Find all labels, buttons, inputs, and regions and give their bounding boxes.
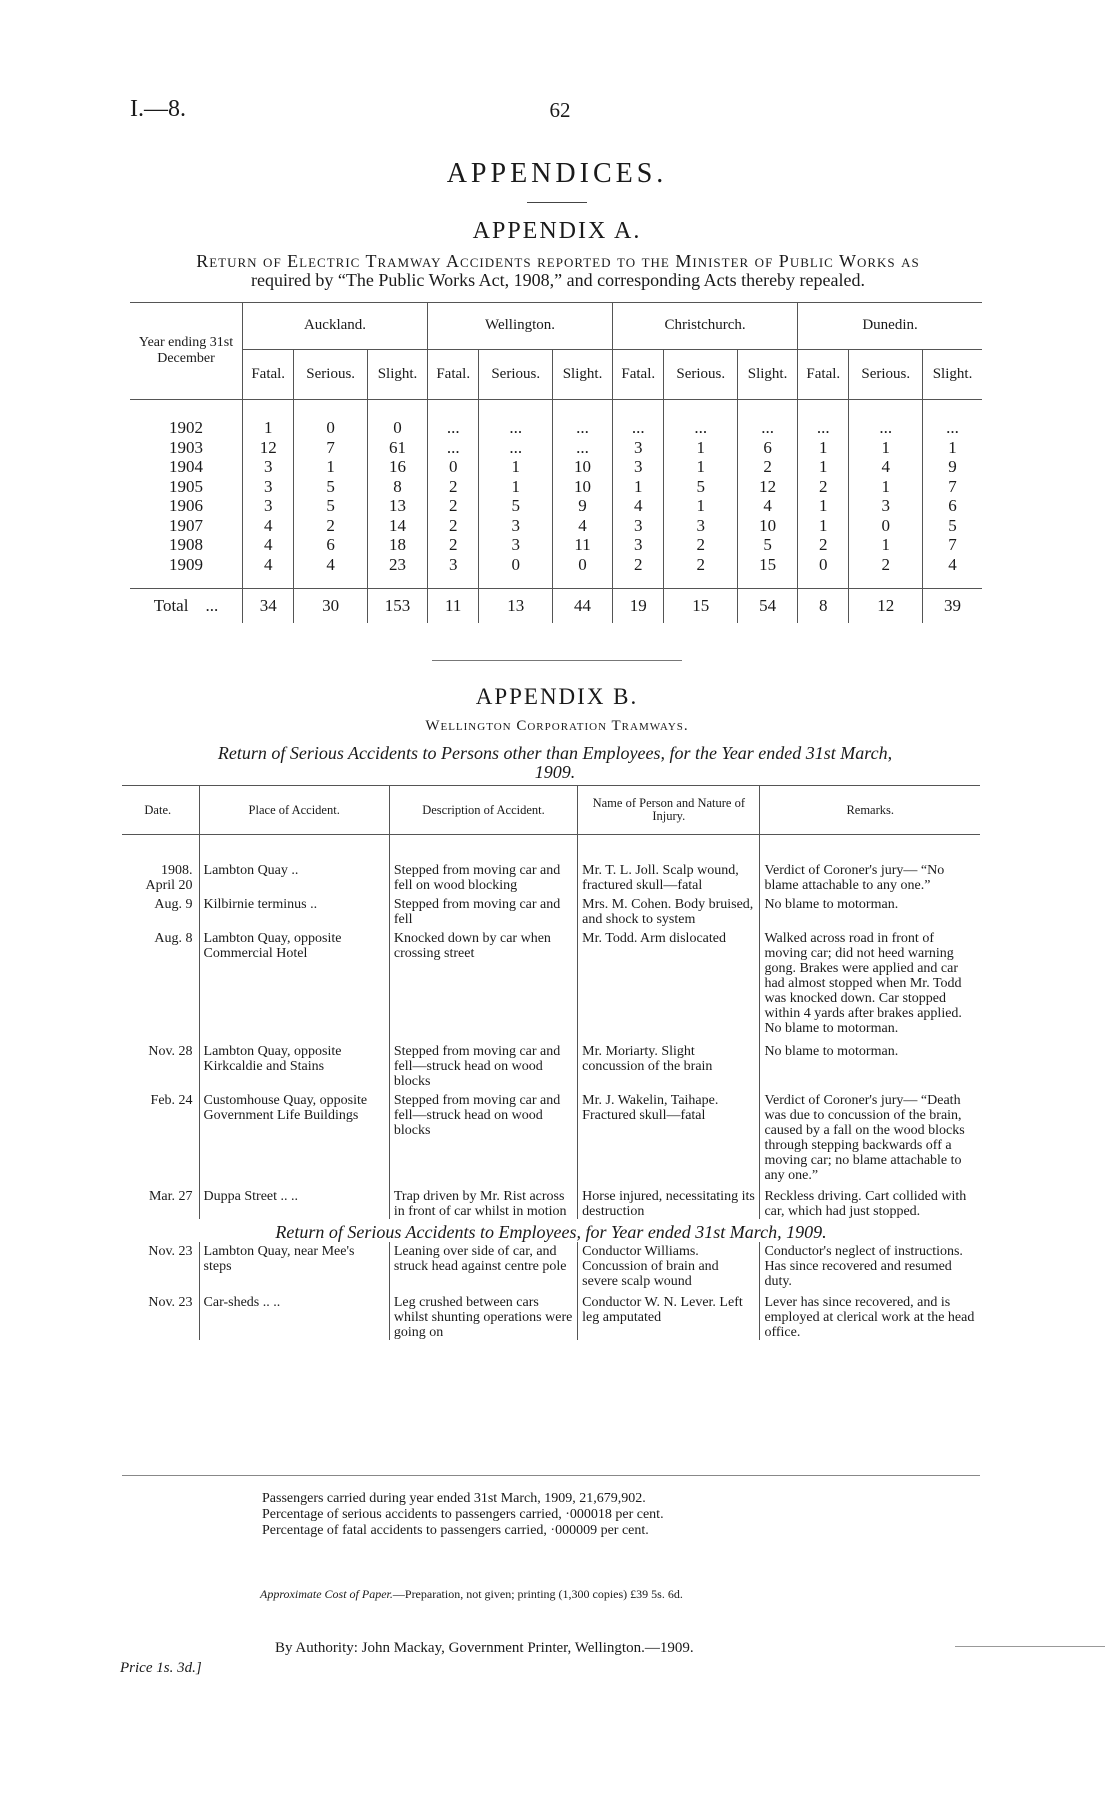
value-cell: 14	[367, 516, 427, 536]
value-cell: ...	[738, 418, 798, 438]
value-cell: 4	[738, 496, 798, 516]
value-cell: 1	[664, 457, 738, 477]
value-cell: 1	[479, 457, 553, 477]
subheader-slight: Slight.	[738, 349, 798, 399]
value-cell: 4	[243, 535, 294, 555]
value-cell: 3	[479, 516, 553, 536]
title-divider	[527, 202, 587, 203]
cell-remarks: Verdict of Coroner's jury— “No blame attachable to any one.”	[760, 835, 980, 894]
year-cell: 1902	[169, 418, 203, 438]
appendix-a-title: APPENDIX A.	[472, 218, 642, 244]
note-serious-percentage: Percentage of serious accidents to passengers carried, ·000018 per cent.	[262, 1507, 664, 1522]
cell-remarks: No blame to motorman.	[760, 893, 980, 927]
value-cell: 1	[849, 477, 923, 497]
total-cell: 39	[923, 589, 982, 624]
value-cell: 3	[613, 438, 664, 458]
employees-return-title: Return of Serious Accidents to Employees, for Year ended 31st March, 1909.	[275, 1222, 827, 1242]
value-cell: 1	[798, 516, 849, 536]
value-cell: 2	[428, 496, 479, 516]
value-cell: 1	[849, 438, 923, 458]
header-remarks: Remarks.	[760, 786, 980, 835]
value-cell: 1	[798, 457, 849, 477]
value-cell: 10	[738, 516, 798, 536]
total-cell: 30	[294, 589, 368, 624]
value-cell: 1	[798, 496, 849, 516]
accident-row	[122, 1242, 980, 1289]
cell-name: Conductor W. N. Lever. Left leg amputated	[578, 1289, 760, 1340]
value-cell: ...	[553, 438, 613, 458]
subheader-serious: Serious.	[849, 349, 923, 399]
city-dunedin: Dunedin.	[798, 303, 982, 350]
cell-name: Mr. J. Wakelin, Taihape. Fractured skull—fatal	[578, 1089, 760, 1183]
cell-date: 1908. April 20	[145, 863, 193, 893]
value-cell: 18	[367, 535, 427, 555]
cell-remarks: Reckless driving. Cart collided with car, which had just stopped.	[760, 1183, 980, 1219]
page-number: 62	[549, 98, 571, 122]
accident-row	[122, 1036, 980, 1089]
value-cell: 23	[367, 555, 427, 575]
cell-date: Nov. 23	[148, 1295, 193, 1310]
value-cell: 7	[923, 477, 982, 497]
value-cell: ...	[849, 418, 923, 438]
value-cell: 10	[553, 477, 613, 497]
value-cell: 8	[367, 477, 427, 497]
accident-row	[122, 1089, 980, 1183]
table-row	[130, 555, 982, 575]
value-cell: 3	[243, 457, 294, 477]
year-cell: 1906	[169, 496, 203, 516]
cell-desc: Knocked down by car when crossing street	[389, 927, 577, 1036]
value-cell: 3	[664, 516, 738, 536]
value-cell: 0	[428, 457, 479, 477]
cell-name: Mr. Moriarty. Slight concussion of the brain	[578, 1036, 760, 1089]
cell-remarks: Walked across road in front of moving car; did not heed warning gong. Brakes were applied and car had almost stopped when Mr. Todd was knocked down. Car stopped within 4 yards after brakes applied. No blame to motorman.	[760, 927, 980, 1036]
subheader-slight: Slight.	[923, 349, 982, 399]
cell-date: Nov. 28	[148, 1044, 193, 1059]
cell-desc: Stepped from moving car and fell—struck head on wood blocks	[389, 1089, 577, 1183]
subheader-serious: Serious.	[479, 349, 553, 399]
cell-remarks: No blame to motorman.	[760, 1036, 980, 1089]
subheader-serious: Serious.	[664, 349, 738, 399]
value-cell: 0	[798, 555, 849, 575]
cell-desc: Stepped from moving car and fell—struck head on wood blocks	[389, 1036, 577, 1089]
value-cell: 3	[428, 555, 479, 575]
value-cell: 2	[428, 477, 479, 497]
value-cell: 9	[923, 457, 982, 477]
value-cell: 11	[553, 535, 613, 555]
year-cell: 1905	[169, 476, 203, 496]
subheader-fatal: Fatal.	[243, 349, 294, 399]
total-cell: 19	[613, 589, 664, 624]
cell-remarks: Lever has since recovered, and is employed at clerical work at the head office.	[760, 1289, 980, 1340]
accident-row	[122, 835, 980, 894]
value-cell: 1	[613, 477, 664, 497]
header-description: Description of Accident.	[389, 786, 577, 835]
value-cell: 2	[294, 516, 368, 536]
value-cell: 12	[738, 477, 798, 497]
value-cell: 3	[479, 535, 553, 555]
value-cell: 5	[294, 477, 368, 497]
cell-remarks: Verdict of Coroner's jury— “Death was due to concussion of the brain, caused by a fall on the wood blocks through stepping backwards off a moving car; no blame attachable to any one.”	[760, 1089, 980, 1183]
subheader-fatal: Fatal.	[613, 349, 664, 399]
intro-line-1: Return of Electric Tramway Accidents reported to the Minister of Public Works as	[196, 251, 920, 271]
total-cell: 8	[798, 589, 849, 624]
passenger-notes	[262, 1491, 664, 1539]
value-cell: 2	[664, 535, 738, 555]
cell-place: Lambton Quay, near Mee's steps	[199, 1242, 389, 1289]
value-cell: 0	[367, 418, 427, 438]
value-cell: 3	[613, 516, 664, 536]
value-cell: 15	[738, 555, 798, 575]
value-cell: 61	[367, 438, 427, 458]
value-cell: 0	[294, 418, 368, 438]
value-cell: 2	[849, 555, 923, 575]
value-cell: 1	[849, 535, 923, 555]
cell-place: Lambton Quay, opposite Commercial Hotel	[199, 927, 389, 1036]
value-cell: 5	[479, 496, 553, 516]
value-cell: 10	[553, 457, 613, 477]
value-cell: 9	[553, 496, 613, 516]
value-cell: 6	[738, 438, 798, 458]
cell-name: Mr. T. L. Joll. Scalp wound, fractured skull—fatal	[578, 835, 760, 894]
value-cell: ...	[428, 438, 479, 458]
cell-place: Kilbirnie terminus ..	[199, 893, 389, 927]
total-text: Total	[153, 596, 189, 615]
value-cell: 13	[367, 496, 427, 516]
appendix-a-intro	[138, 252, 978, 290]
margin-rule	[955, 1646, 1105, 1647]
value-cell: 2	[428, 516, 479, 536]
value-cell: 2	[798, 535, 849, 555]
city-wellington: Wellington.	[428, 303, 613, 350]
cell-name: Horse injured, necessitating its destruction	[578, 1183, 760, 1219]
appendix-b-subtitle: Wellington Corporation Tramways.	[425, 718, 689, 734]
value-cell: 1	[798, 438, 849, 458]
table-row	[130, 457, 982, 477]
appendices-title: APPENDICES.	[446, 158, 668, 189]
value-cell: 16	[367, 457, 427, 477]
cell-place: Customhouse Quay, opposite Government Life Buildings	[199, 1089, 389, 1183]
accident-row	[122, 927, 980, 1036]
value-cell: 7	[923, 535, 982, 555]
serious-accidents-table	[122, 785, 980, 1340]
intro-line-2: required by “The Public Works Act, 1908,” and corresponding Acts thereby repealed.	[250, 270, 866, 290]
note-passengers: Passengers carried during year ended 31st March, 1909, 21,679,902.	[262, 1491, 646, 1506]
value-cell: 4	[849, 457, 923, 477]
value-cell: 7	[294, 438, 368, 458]
cell-desc: Stepped from moving car and fell on wood blocking	[389, 835, 577, 894]
tramway-accidents-table	[130, 302, 982, 623]
value-cell: 3	[613, 535, 664, 555]
cell-place: Lambton Quay, opposite Kirkcaldie and Stains	[199, 1036, 389, 1089]
header-date: Date.	[122, 786, 199, 835]
cell-date: Feb. 24	[150, 1093, 193, 1108]
total-cell: 54	[738, 589, 798, 624]
subheader-serious: Serious.	[294, 349, 368, 399]
cell-desc: Stepped from moving car and fell	[389, 893, 577, 927]
table-row	[130, 418, 982, 438]
cell-place: Car-sheds .. ..	[199, 1289, 389, 1340]
header-place: Place of Accident.	[199, 786, 389, 835]
value-cell: 6	[294, 535, 368, 555]
year-cell: 1908	[169, 535, 203, 555]
cell-remarks: Conductor's neglect of instructions. Has since recovered and resumed duty.	[760, 1242, 980, 1289]
year-cell: 1909	[169, 554, 203, 574]
subheader-slight: Slight.	[367, 349, 427, 399]
value-cell: 0	[553, 555, 613, 575]
table-row	[130, 477, 982, 497]
city-auckland: Auckland.	[243, 303, 428, 350]
table-row	[130, 496, 982, 516]
value-cell: 6	[923, 496, 982, 516]
price-note: Price 1s. 3d.]	[120, 1660, 202, 1676]
value-cell: 1	[294, 457, 368, 477]
value-cell: 0	[479, 555, 553, 575]
table-row	[130, 516, 982, 536]
value-cell: 4	[923, 555, 982, 575]
value-cell: 2	[664, 555, 738, 575]
value-cell: ...	[479, 438, 553, 458]
cell-date: Aug. 9	[154, 897, 193, 912]
value-cell: 1	[923, 438, 982, 458]
table-bottom-rule	[122, 1475, 980, 1476]
value-cell: 0	[849, 516, 923, 536]
document-ref: I.—8.	[130, 96, 186, 122]
value-cell: 4	[294, 555, 368, 575]
value-cell: 5	[664, 477, 738, 497]
cell-desc: Trap driven by Mr. Rist across in front of car whilst in motion	[389, 1183, 577, 1219]
year-cell: 1903	[169, 437, 203, 457]
total-cell: 15	[664, 589, 738, 624]
year-cell: 1907	[169, 515, 203, 535]
cell-desc: Leg crushed between cars whilst shunting operations were going on	[389, 1289, 577, 1340]
value-cell: 4	[553, 516, 613, 536]
value-cell: 3	[243, 477, 294, 497]
cell-desc: Leaning over side of car, and struck head against centre pole	[389, 1242, 577, 1289]
value-cell: 4	[613, 496, 664, 516]
value-cell: ...	[553, 418, 613, 438]
city-christchurch: Christchurch.	[613, 303, 798, 350]
year-cell: 1904	[169, 457, 203, 477]
value-cell: 2	[613, 555, 664, 575]
total-dots: ...	[205, 596, 219, 615]
total-row	[130, 589, 982, 624]
cell-date: Mar. 27	[148, 1189, 193, 1204]
table-row	[130, 535, 982, 555]
cost-text: —Preparation, not given; printing (1,300 copies) £39 5s. 6d.	[392, 1587, 683, 1601]
accident-row	[122, 893, 980, 927]
printer-authority: By Authority: John Mackay, Government Printer, Wellington.—1909.	[275, 1640, 694, 1656]
value-cell: 5	[294, 496, 368, 516]
header-name-injury: Name of Person and Nature of Injury.	[578, 786, 760, 835]
subheader-slight: Slight.	[553, 349, 613, 399]
value-cell: 12	[243, 438, 294, 458]
cell-place: Duppa Street .. ..	[199, 1183, 389, 1219]
value-cell: 2	[798, 477, 849, 497]
value-cell: ...	[613, 418, 664, 438]
value-cell: 5	[738, 535, 798, 555]
value-cell: 3	[243, 496, 294, 516]
value-cell: ...	[798, 418, 849, 438]
accident-row	[122, 1183, 980, 1219]
cell-name: Mr. Todd. Arm dislocated	[578, 927, 760, 1036]
value-cell: 2	[428, 535, 479, 555]
value-cell: 1	[243, 418, 294, 438]
cost-label: Approximate Cost of Paper.	[260, 1587, 393, 1601]
cell-name: Mrs. M. Cohen. Body bruised, and shock to system	[578, 893, 760, 927]
value-cell: ...	[479, 418, 553, 438]
cell-date: Aug. 8	[154, 931, 193, 946]
section-divider	[432, 660, 682, 661]
value-cell: ...	[923, 418, 982, 438]
appendix-b-return-title	[130, 744, 980, 782]
value-cell: 1	[664, 496, 738, 516]
accident-row	[122, 1289, 980, 1340]
table-row	[130, 438, 982, 458]
total-cell: 11	[428, 589, 479, 624]
value-cell: 1	[664, 438, 738, 458]
value-cell: 5	[923, 516, 982, 536]
total-cell: 153	[367, 589, 427, 624]
value-cell: 1	[479, 477, 553, 497]
cell-place: Lambton Quay ..	[199, 835, 389, 894]
total-cell: 34	[243, 589, 294, 624]
return-line-1: Return of Serious Accidents to Persons other than Employees, for the Year ended 31st March,	[217, 743, 893, 763]
value-cell: 3	[849, 496, 923, 516]
cell-name: Conductor Williams. Concussion of brain and severe scalp wound	[578, 1242, 760, 1289]
total-cell: 44	[553, 589, 613, 624]
cell-date: Nov. 23	[148, 1244, 193, 1259]
value-cell: ...	[664, 418, 738, 438]
total-cell: 13	[479, 589, 553, 624]
total-label	[130, 589, 243, 624]
appendix-b-title: APPENDIX B.	[475, 684, 639, 709]
year-header: Year ending 31st December	[138, 335, 234, 366]
cost-of-paper	[260, 1587, 683, 1602]
subheader-fatal: Fatal.	[798, 349, 849, 399]
value-cell: 3	[613, 457, 664, 477]
note-fatal-percentage: Percentage of fatal accidents to passengers carried, ·000009 per cent.	[262, 1523, 649, 1538]
total-cell: 12	[849, 589, 923, 624]
value-cell: 4	[243, 555, 294, 575]
value-cell: ...	[428, 418, 479, 438]
subheader-fatal: Fatal.	[428, 349, 479, 399]
return-line-2: 1909.	[534, 762, 576, 782]
value-cell: 4	[243, 516, 294, 536]
value-cell: 2	[738, 457, 798, 477]
